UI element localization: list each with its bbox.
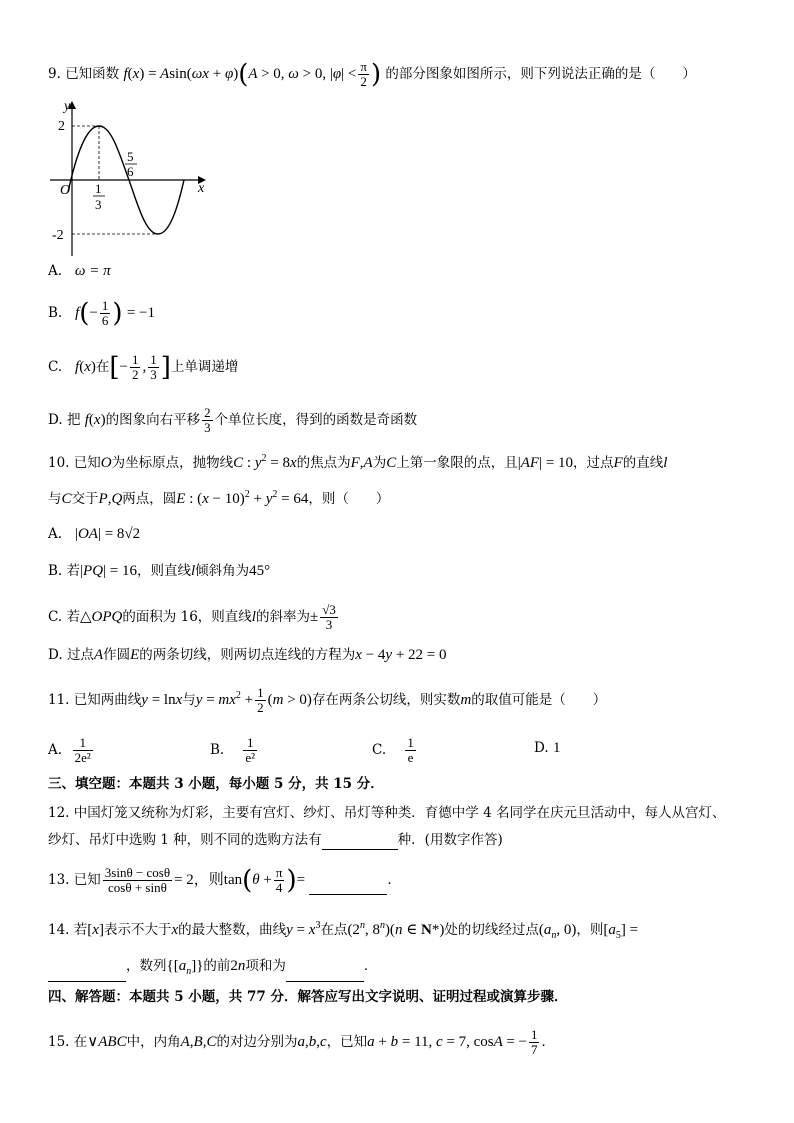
- q11-option-b: [210, 736, 259, 765]
- q9-option-d: D. 把 f(x)的图象向右平移 $\frac{2}{3}$ 个单位长度，得到的函数是奇函数: [48, 405, 418, 435]
- q10-text: 上第一象限的点，且: [396, 455, 518, 471]
- option-a-text: ω = π: [74, 263, 111, 279]
- q11-text: 已知两曲线: [73, 692, 142, 708]
- q12-text: 纱灯、吊灯中选购 1 种，则不同的选购方法有: [48, 832, 322, 848]
- q10-text: 的直线: [622, 455, 664, 471]
- section-4-heading: 四、解答题：本题共 5 小题，共 77 分．解答应写出文字说明、证明过程或演算步骤．: [48, 989, 568, 1005]
- q9-conditions: A > 0, ω > 0, |φ| <: [248, 66, 357, 82]
- q10-number: 10.: [48, 455, 70, 471]
- q14-text: 若: [73, 922, 88, 938]
- q9-number: 9.: [48, 66, 61, 82]
- q11-option-d: [534, 738, 560, 758]
- origin-label: O: [60, 183, 71, 198]
- option-label: C.: [48, 609, 63, 625]
- q13-number: 13.: [48, 872, 70, 888]
- q9-tail: 的部分图象如图所示，则下列说法正确的是（ ）: [385, 66, 696, 82]
- q12-text: 种．(用数字作答): [397, 832, 503, 848]
- option-label: D.: [534, 740, 549, 756]
- q10-text: 与: [48, 491, 62, 507]
- q12-text: 中国灯笼又统称为灯彩，主要有宫灯、纱灯、吊灯等种类．育德中学 4 名同学在庆元旦活动中，每人从宫灯、: [73, 805, 726, 821]
- option-label: D.: [48, 412, 63, 428]
- option-b-pre: 若: [66, 563, 81, 579]
- x-mark1-den: 3: [95, 197, 102, 212]
- q10-option-b: B. 若|PQ| = 16，则直线l倾斜角为45°: [48, 563, 271, 579]
- option-label: C.: [48, 359, 63, 375]
- option-b-frac: $\frac{1}{\text{e²}}$: [245, 735, 256, 765]
- q13-stem: 13. 已知 $\frac{3\sin\theta - \cos\theta}{\cos\theta + \sin\theta}$ = 2，则tan(θ + $\frac{\pi}{4}$ )= ．: [48, 865, 401, 896]
- section-3-heading: 三、填空题：本题共 3 小题，每小题 5 分，共 15 分．: [48, 776, 384, 792]
- q12-line2: [48, 830, 503, 850]
- q14-text: 在点: [320, 922, 348, 938]
- option-c-mid: 的面积为 16，则直线: [122, 609, 252, 625]
- q10-text: 已知: [73, 455, 101, 471]
- q9-option-c: C. f(x)在[− $\frac{1}{2}$ , $\frac{1}{3}$ ]上单调递增: [48, 352, 239, 383]
- q10-text: 交于: [71, 491, 99, 507]
- q10-option-a: A. |OA| = 8√2: [48, 526, 141, 542]
- x-axis-label: x: [198, 181, 205, 196]
- q14-text: 表示不大于: [103, 922, 172, 938]
- q11-option-a: [48, 736, 95, 765]
- q11-stem: 11. 已知两曲线y = lnx与$y = mx^2$ + $\frac{1}{2}$ (m > 0)存在两条公切线，则实数m的取值可能是（ ）: [48, 685, 607, 715]
- option-label: A.: [48, 742, 63, 758]
- y-min-label: -2: [52, 228, 64, 243]
- option-b-frac: $\frac{1}{6}$: [101, 298, 109, 328]
- option-d-pre: 过点: [66, 647, 94, 663]
- q9-function-formula: f(x) = Asin(ωx + φ): [123, 66, 239, 82]
- q10-text: 为: [372, 455, 387, 471]
- q15-text: 中，内角: [126, 1034, 181, 1050]
- q14-end: ．: [363, 958, 378, 974]
- q14-text: 处的切线经过点: [444, 922, 539, 938]
- option-label: C.: [372, 742, 387, 758]
- option-a-frac: $\frac{1}{\text{2e²}}$: [74, 735, 91, 765]
- q11-number: 11.: [48, 692, 70, 708]
- q10-option-c: C. 若△OPQ的面积为 16，则直线l的斜率为± $\frac{√3}{3}$: [48, 602, 336, 632]
- q14-answer-blank-2[interactable]: [286, 965, 364, 982]
- option-d-mid: 作圆: [103, 647, 131, 663]
- option-b-func: f: [75, 305, 80, 321]
- x-mark2-num: 5: [127, 149, 134, 164]
- option-b-tail: 倾斜角为: [195, 563, 250, 579]
- q15-text: ，已知: [326, 1034, 368, 1050]
- q13-end: ．: [387, 872, 401, 888]
- option-d-frac: $\frac{2}{3}$: [204, 405, 211, 435]
- q14-text: 项和为: [245, 958, 286, 974]
- q9-option-b: B. f(− $\frac{1}{6}$ ) = −1: [48, 298, 156, 329]
- option-c-mid: 在: [95, 359, 110, 375]
- q14-text: ，数列: [126, 958, 167, 974]
- q14-answer-blank-1[interactable]: [48, 965, 126, 982]
- option-c-tail: 上单调递增: [170, 359, 239, 375]
- option-d-pre: 把: [66, 412, 81, 428]
- q9-lead: 已知函数: [65, 66, 120, 82]
- q11-text: 存在两条公切线，则实数: [311, 692, 461, 708]
- option-d-tail: 个单位长度，得到的函数是奇函数: [214, 412, 418, 428]
- q9-function-graph: [48, 96, 218, 258]
- q15-text: 的对边分别为: [216, 1034, 298, 1050]
- option-label: B.: [48, 305, 63, 321]
- q14-text: 的前: [203, 958, 231, 974]
- q15-stem: 15. 在∨ABC中，内角A,B,C的对边分别为a,b,c，已知a + b = 11, c = 7, cosA = − $\frac{1}{7}$ ．: [48, 1027, 555, 1057]
- q12-line1: [48, 803, 725, 823]
- q15-number: 15.: [48, 1034, 70, 1050]
- option-c-frac1: $\frac{1}{2}$: [131, 352, 139, 382]
- option-b-value: = −1: [126, 305, 156, 321]
- q11-text: 与: [182, 692, 196, 708]
- q11-option-c: [372, 736, 418, 765]
- option-label: A.: [48, 263, 63, 279]
- option-label: B.: [210, 742, 225, 758]
- q13-answer-blank[interactable]: [309, 878, 387, 895]
- y-max-label: 2: [58, 119, 65, 134]
- q14-line1: 14. 若[x]表示不大于x的最大整数，曲线$y = x^3$在点(2$^n$, 8$^n$)(n ∈ N*)处的切线经过点($a_n$, 0)，则$[a_5]$ =: [48, 920, 639, 941]
- q13-frac: $\frac{3\sin\theta - \cos\theta}{\cos\theta + \sin\theta}$: [104, 865, 171, 895]
- option-d-text: 1: [552, 740, 561, 756]
- q15-text: 在: [73, 1034, 88, 1050]
- q15-frac: $\frac{1}{7}$: [530, 1027, 538, 1057]
- y-axis-label: y: [64, 99, 71, 114]
- q10-text: 两点，圆: [122, 491, 177, 507]
- q10-option-d: D. 过点A作圆E的两条切线，则两切点连线的方程为x − 4y + 22 = 0: [48, 647, 447, 663]
- q12-number: 12.: [48, 805, 70, 821]
- option-label: B.: [48, 563, 63, 579]
- option-b-mid: ，则直线: [137, 563, 191, 579]
- q10-text: ，过点: [573, 455, 614, 471]
- q9-stem: 9. 已知函数 f(x) = Asin(ωx + φ)(A > 0, ω > 0, |φ| < $\frac{\pi}{2}$ ) 的部分图象如图所示，则下列说法正确的是（ ）: [48, 59, 696, 90]
- option-label: D.: [48, 647, 63, 663]
- option-label: A.: [48, 526, 63, 542]
- q12-answer-blank[interactable]: [322, 833, 398, 850]
- x-mark2-den: 6: [127, 164, 134, 179]
- q10-stem-line2: 与C交于P,Q两点，圆E : $(x - 10)^2 + y^2 = 64$，则（ ）: [48, 489, 390, 507]
- q14-text: 的最大整数，曲线: [178, 922, 287, 938]
- option-c-frac: $\frac{√3}{3}$: [322, 602, 336, 632]
- option-c-pre: 若: [66, 609, 80, 625]
- q13-text: 已知: [73, 872, 101, 888]
- option-d-mid: 的图象向右平移: [105, 412, 201, 428]
- q15-end: ．: [541, 1034, 555, 1050]
- q10-text: 的焦点为: [296, 455, 351, 471]
- q14-text: ，则: [576, 922, 604, 938]
- q13-text: = 2，则: [174, 872, 224, 888]
- q10-text: ，则（ ）: [308, 491, 390, 507]
- q11-text: 的取值可能是（ ）: [471, 692, 607, 708]
- option-c-tail: 的斜率为: [255, 609, 310, 625]
- q14-line2: ，数列$\{[a_n]\}$的前2n项和为 ．: [48, 956, 377, 982]
- q9-option-a: [48, 261, 111, 281]
- q10-text: 为坐标原点，抛物线: [111, 455, 234, 471]
- q10-stem-line1: 10. 已知O为坐标原点，抛物线C : $y^2 = 8x$的焦点为F,A为C上第一象限的点，且|AF| = 10，过点F的直线l: [48, 453, 668, 471]
- option-d-tail: 的两条切线，则两切点连线的方程为: [139, 647, 356, 663]
- q14-number: 14.: [48, 922, 70, 938]
- q9-pi-half: $\frac{\pi}{2}$: [360, 59, 367, 89]
- option-c-frac2: $\frac{1}{3}$: [150, 352, 157, 382]
- x-mark1-num: 1: [95, 181, 102, 196]
- option-c-frac: $\frac{1}{e}$: [407, 735, 414, 765]
